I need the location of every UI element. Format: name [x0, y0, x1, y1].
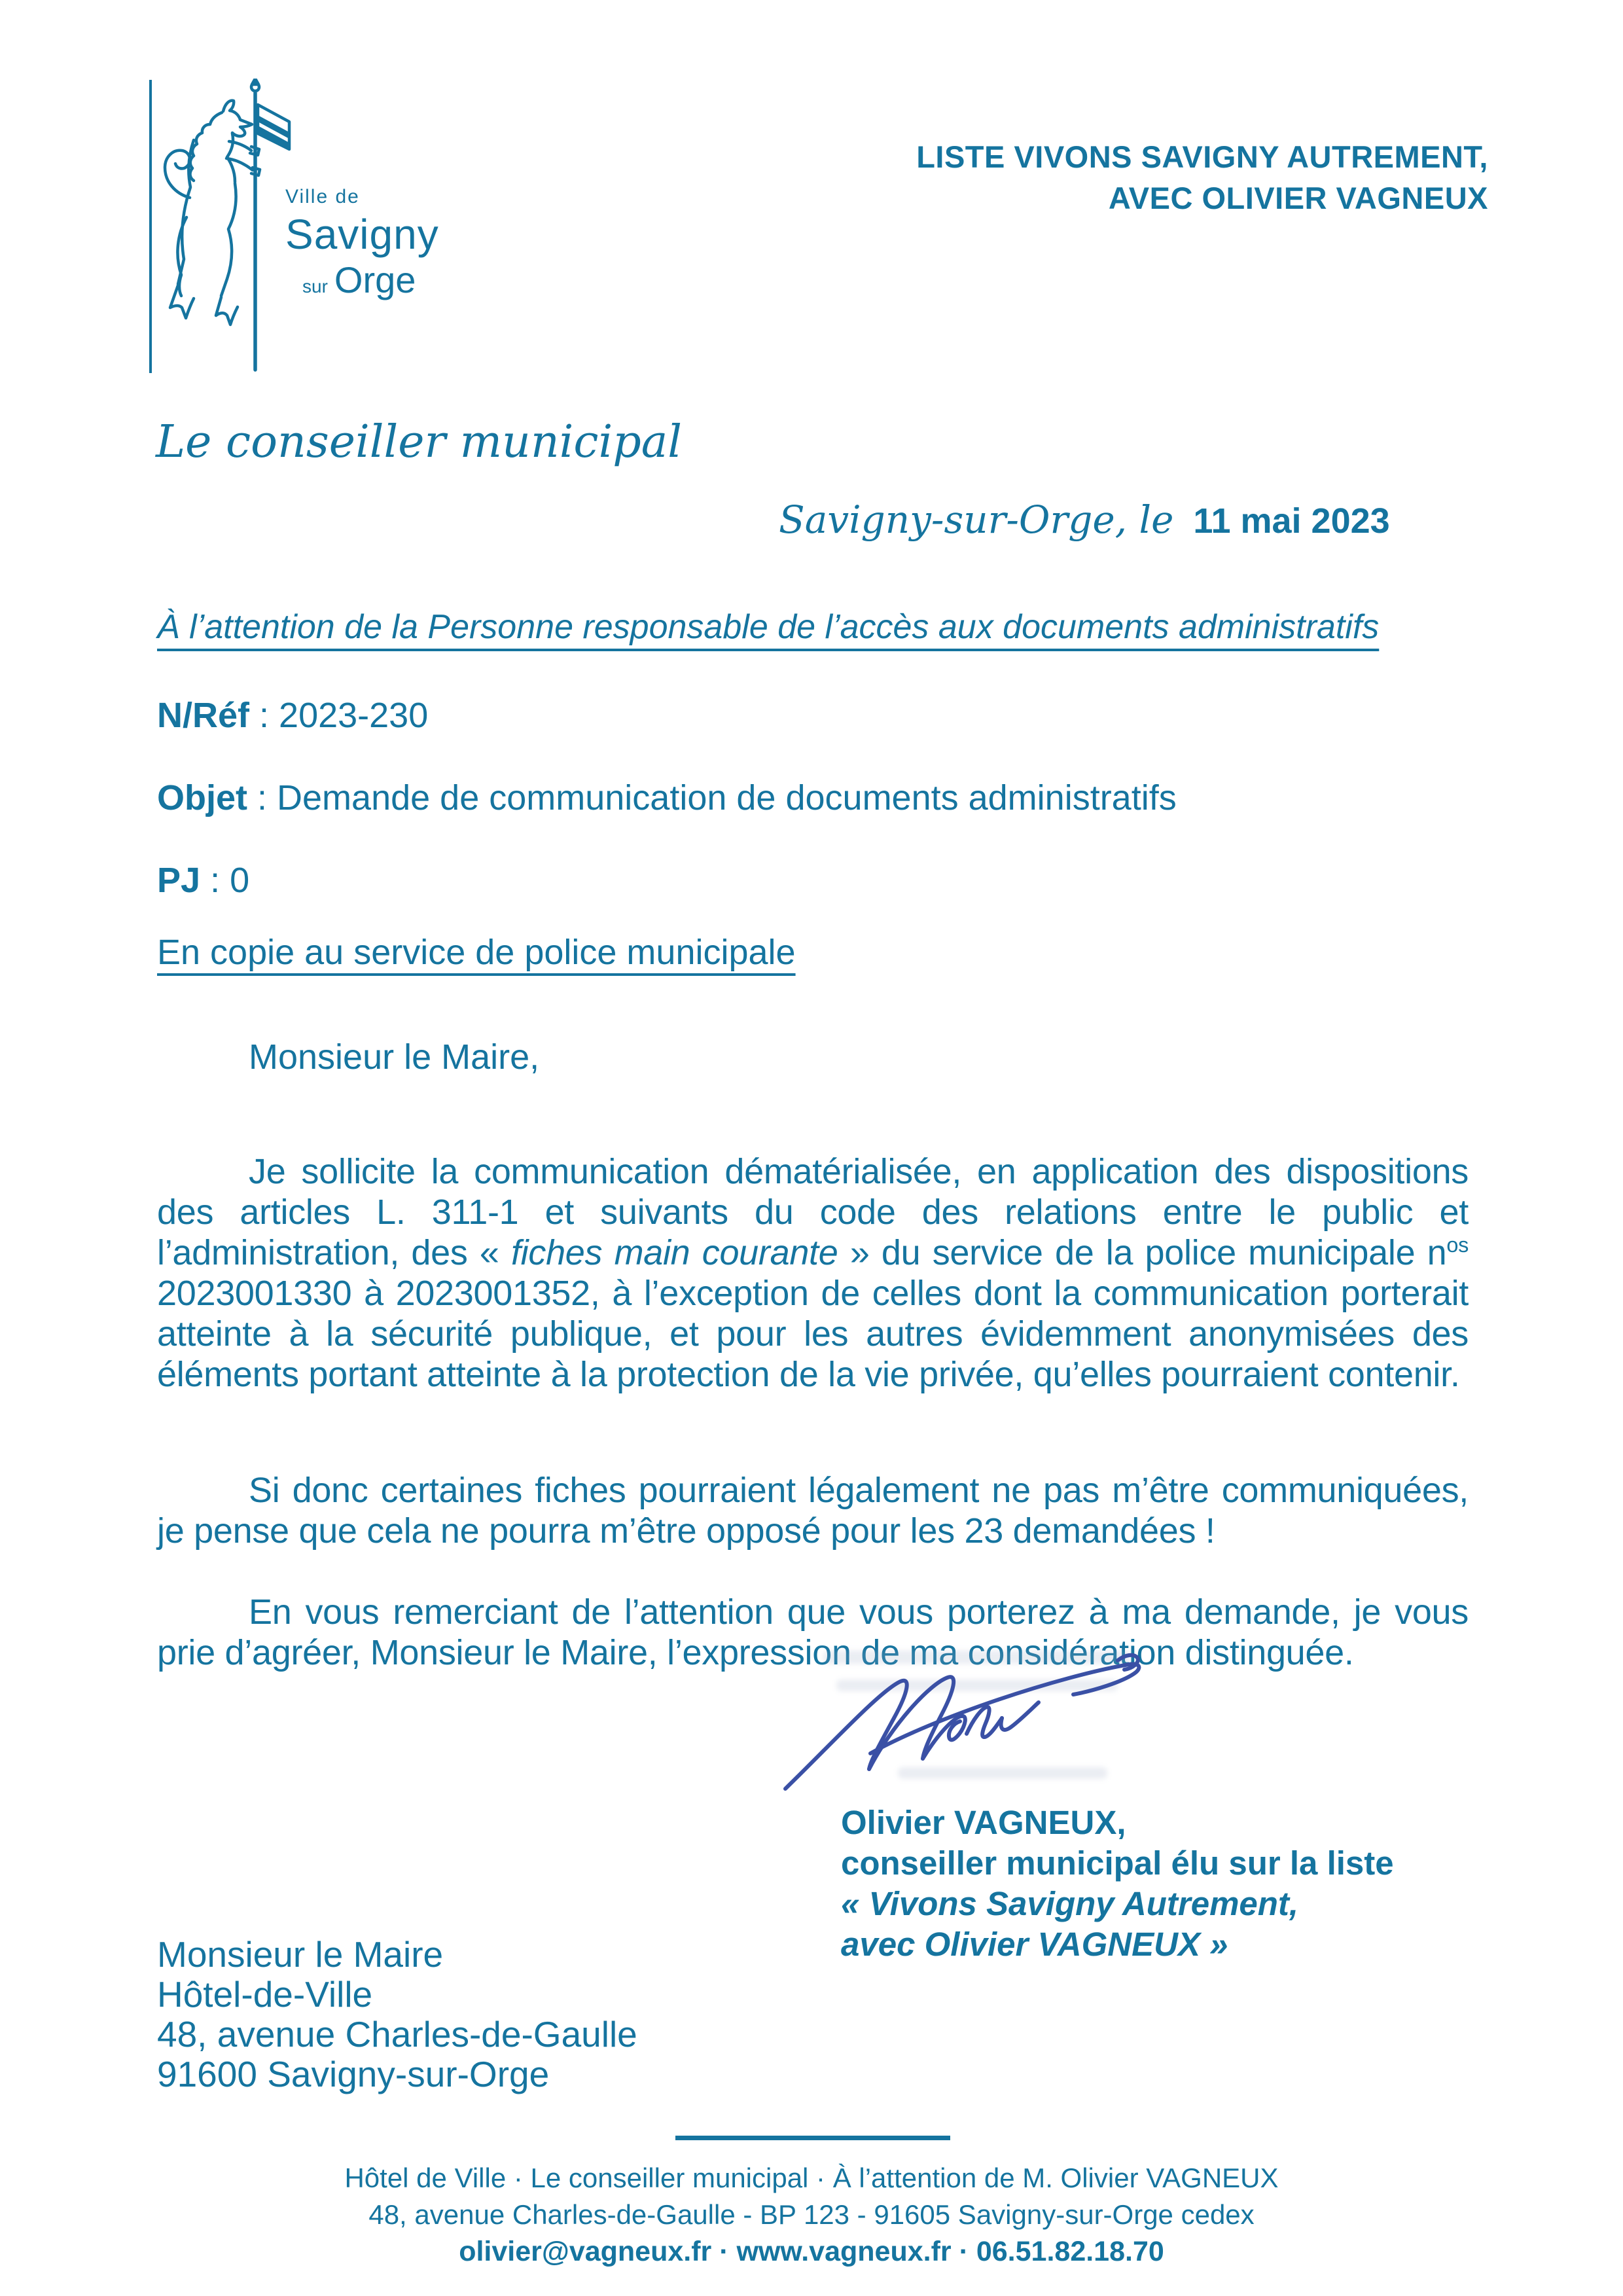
ref-number-label: N/Réf	[157, 696, 250, 735]
footer-line2: 48, avenue Charles-de-Gaulle - BP 123 - 91605 Savigny-sur-Orge cedex	[368, 2199, 1255, 2230]
logo-wordmark	[285, 187, 439, 298]
attachments-label: PJ	[157, 861, 201, 900]
footer	[0, 2160, 1623, 2270]
sender-role: Le conseiller municipal	[156, 416, 683, 468]
sender-list-line1: LISTE VIVONS SAVIGNY AUTREMENT,	[916, 139, 1488, 174]
recipient-building: Hôtel-de-Ville	[157, 1974, 373, 2015]
signature-block	[841, 1803, 1394, 1965]
ref-number-line	[157, 695, 428, 736]
signatory-list-line2: avec Olivier VAGNEUX »	[841, 1926, 1228, 1963]
body-paragraph-1	[157, 1151, 1469, 1395]
logo-sur-orge	[285, 259, 439, 300]
sender-list-header	[916, 136, 1488, 219]
subject-line	[157, 778, 1177, 818]
p1-superscript: os	[1446, 1233, 1469, 1257]
recipient-address	[157, 1935, 637, 2094]
footer-line1: Hôtel de Ville · Le conseiller municipal · À l’attention de M. Olivier VAGNEUX	[344, 2162, 1279, 2193]
body-paragraph-3: En vous remerciant de l’attention que vous porterez à ma demande, je vous prie d’agréer, Monsieur le Maire, l’expression de ma considération distinguée.	[157, 1592, 1469, 1672]
dateline	[779, 497, 1390, 542]
handwritten-signature	[772, 1640, 1191, 1797]
p1-text-a: Je sollicite la communication dématérialisée, en application des dispositions des articles L. 311-1 et suivants du code des relations entre le public et l’administration, des «	[157, 1152, 1469, 1272]
p1-text-b: » du service de la police municipale n	[838, 1233, 1447, 1272]
ref-separator: :	[249, 696, 279, 735]
attachments-value: 0	[230, 861, 250, 900]
attention-line: À l’attention de la Personne responsable de l’accès aux documents administratifs	[157, 608, 1380, 646]
ref-number-value: 2023-230	[279, 696, 429, 735]
logo-vertical-rule	[149, 80, 152, 373]
recipient-city: 91600 Savigny-sur-Orge	[157, 2054, 550, 2094]
salutation: Monsieur le Maire,	[249, 1037, 540, 1077]
recipient-name: Monsieur le Maire	[157, 1934, 444, 1975]
signatory-title: conseiller municipal élu sur la liste	[841, 1844, 1394, 1882]
logo-orge: Orge	[334, 259, 416, 300]
logo-savigny: Savigny	[285, 211, 439, 258]
subject-label: Objet	[157, 778, 248, 817]
logo-sur: sur	[302, 276, 328, 296]
body-paragraph-2: Si donc certaines fiches pourraient légalement ne pas m’être communiquées, je pense que cela ne pourra m’être opposé pour les 23 demandées !	[157, 1471, 1469, 1551]
copy-line: En copie au service de police municipale	[157, 933, 796, 972]
signatory-name: Olivier VAGNEUX,	[841, 1804, 1126, 1841]
p1-text-c: 2023001330 à 2023001352, à l’exception de celles dont la communication porterait atteinte à la sécurité publique, et pour les autres évidemment anonymisées des éléments portant atteinte à la protection de la vie privée, qu’elles pourraient contenir.	[157, 1274, 1469, 1394]
subject-separator: :	[247, 778, 277, 817]
sender-list-line2: AVEC OLIVIER VAGNEUX	[1108, 181, 1488, 215]
signatory-list-line1: « Vivons Savigny Autrement,	[841, 1885, 1299, 1922]
logo-ville-de: Ville de	[285, 186, 360, 207]
attachments-separator: :	[200, 861, 230, 900]
attachments-line	[157, 860, 249, 901]
lion-flag-logo-icon	[156, 79, 293, 373]
footer-line3: olivier@vagneux.fr · www.vagneux.fr · 06.51.82.18.70	[459, 2236, 1164, 2267]
footer-separator-rule	[675, 2136, 950, 2140]
dateline-date: 11 mai 2023	[1193, 501, 1390, 541]
recipient-street: 48, avenue Charles-de-Gaulle	[157, 2014, 637, 2054]
subject-value: Demande de communication de documents administratifs	[277, 778, 1177, 817]
dateline-place: Savigny-sur-Orge, le	[779, 497, 1174, 542]
p1-italic-phrase: fiches main courante	[510, 1233, 838, 1272]
